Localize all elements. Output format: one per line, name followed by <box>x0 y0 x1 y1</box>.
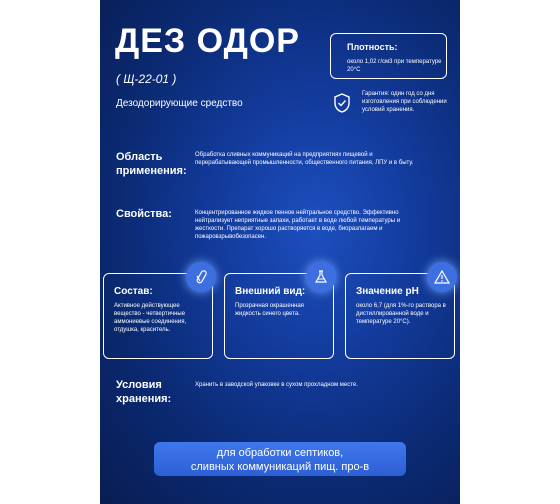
properties-label: Свойства: <box>116 208 172 220</box>
density-label: Плотность: <box>347 42 398 52</box>
density-box <box>330 33 447 79</box>
product-subtitle: Дезодорирующие средство <box>116 98 243 109</box>
ph-label: Значение pH <box>356 286 419 297</box>
ph-text: около 6,7 (для 1%-го раствора в дистиллированной воде и температуре 20°С). <box>356 303 446 325</box>
banner-line-1: для обработки септиков, <box>216 447 344 459</box>
properties-text: Концентрированное жидкое пенное нейтральное средство. Эффективно нейтрализует неприятные запахи, работает в воде любой температуры и жесткости. Препарат хорошо растворяется в воде, биоразлагаем и пожаровзрывобезопасен. <box>195 210 401 240</box>
shield-check-icon <box>333 93 351 113</box>
product-code: ( Щ-22-01 ) <box>116 72 177 86</box>
product-card <box>100 0 460 504</box>
composition-text: Активное действующее вещество - четвертичные аммониевые соединения, отдушка, краситель. <box>114 303 187 333</box>
storage-text: Хранить в заводской упаковке в сухом прохладном месте. <box>195 382 358 388</box>
appearance-label: Внешний вид: <box>235 286 306 297</box>
area-text: Обработка сливных коммуникаций на предприятиях пищевой и перерабатывающей промышленности, общественного питания, ЛПУ и в быту. <box>195 152 414 166</box>
composition-label: Состав: <box>114 286 153 297</box>
usage-banner <box>154 442 406 476</box>
flask-icon <box>306 262 336 292</box>
warning-triangle-icon <box>427 262 457 292</box>
area-label: Область применения: <box>116 151 187 177</box>
appearance-text: Прозрачная окрашенная жидкость синего цвета. <box>235 303 304 317</box>
density-text: около 1,02 г/см3 при температуре 20°С <box>347 59 442 73</box>
storage-label: Условия хранения: <box>116 379 172 405</box>
product-title: ДЕЗ ОДОР <box>115 22 300 60</box>
test-tube-icon <box>186 262 216 292</box>
banner-line-2: сливных коммуникаций пищ. про-в <box>190 461 370 473</box>
warranty-text: Гарантия: один год со дня изготовления при соблюдении условий хранения. <box>362 91 447 113</box>
